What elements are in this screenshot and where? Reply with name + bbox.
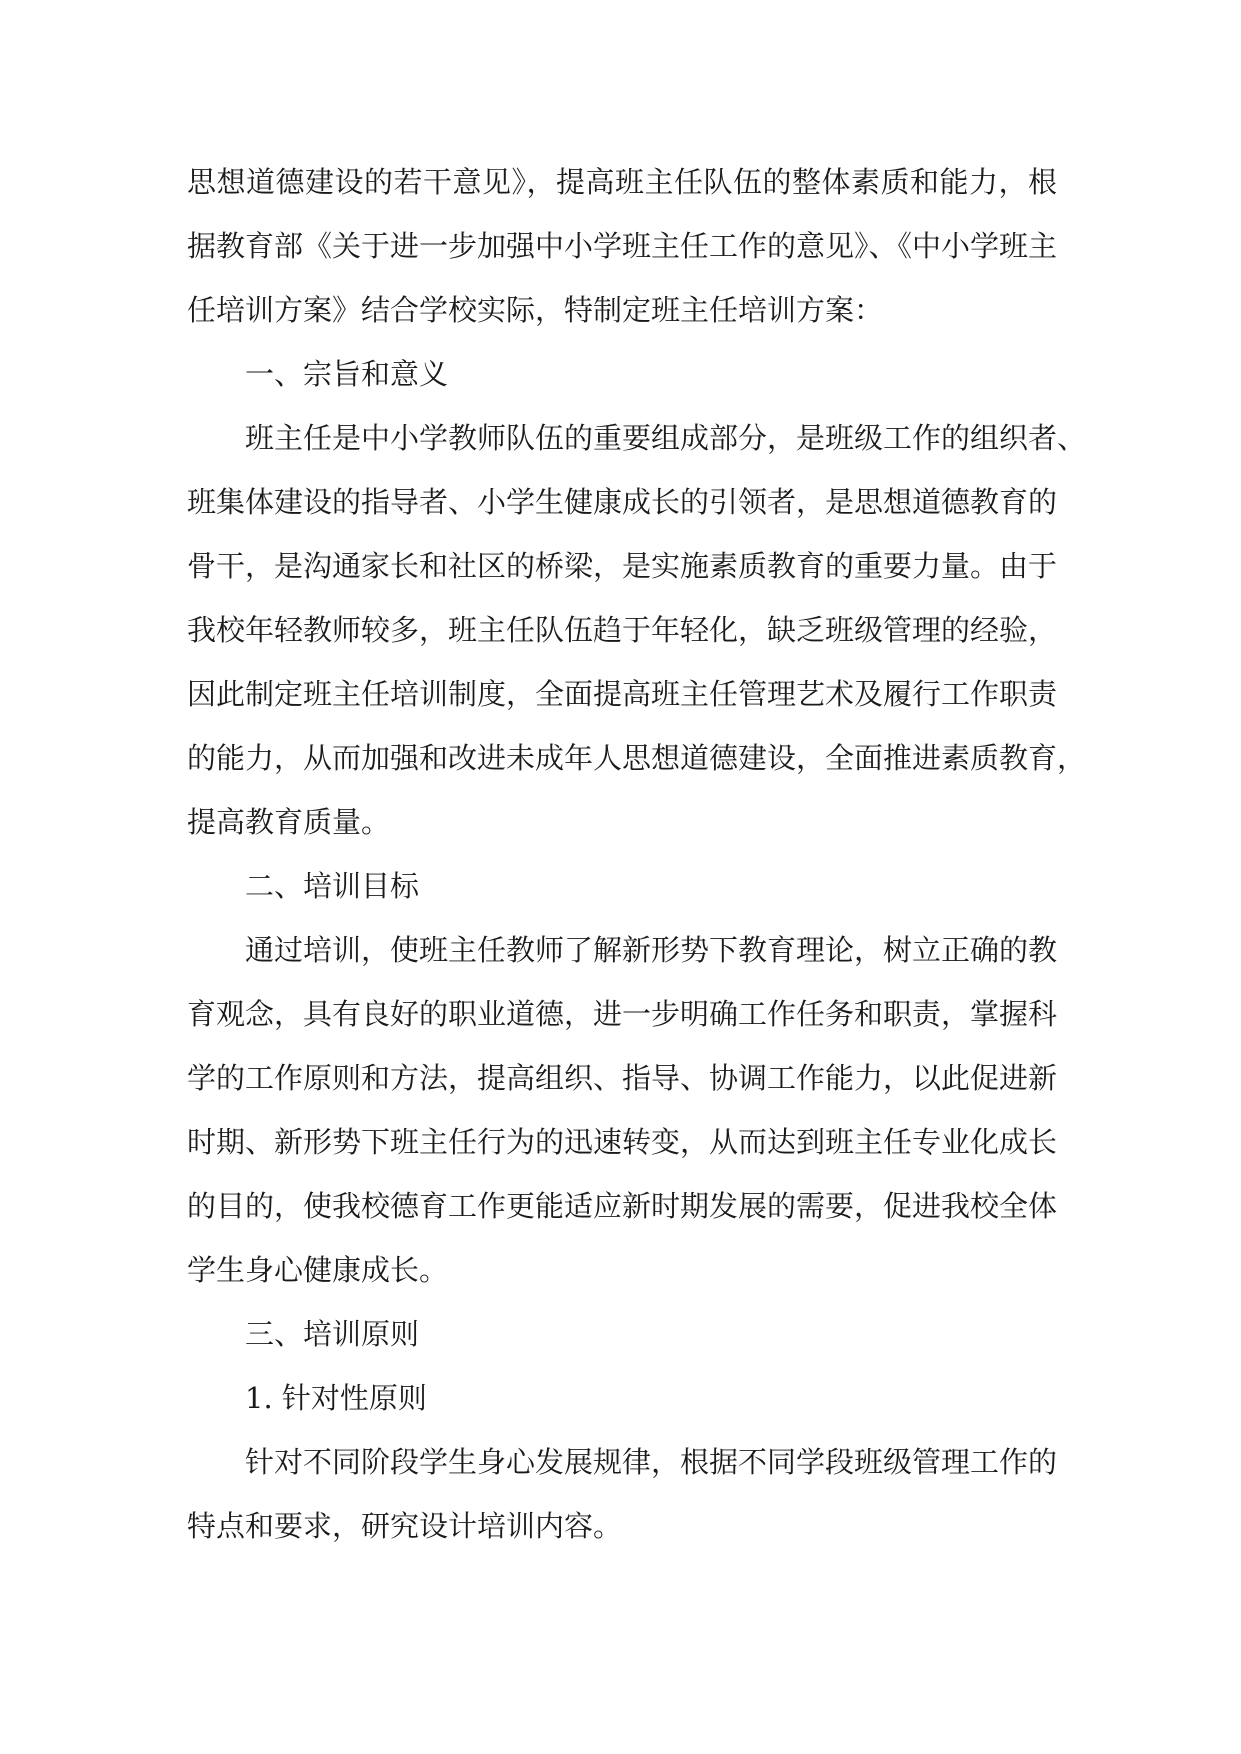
text-line: 一、宗旨和意义	[245, 357, 449, 391]
text-line: 班主任是中小学教师队伍的重要组成部分，是班级工作的组织者、	[245, 421, 1087, 455]
text-line: 时期、新形势下班主任行为的迅速转变，从而达到班主任专业化成长	[187, 1125, 1058, 1159]
text-line: 提高教育质量。	[187, 805, 391, 839]
document-body	[187, 150, 1087, 1558]
text-line: 学的工作原则和方法，提高组织、指导、协调工作能力，以此促进新	[187, 1061, 1058, 1095]
text-line: 特点和要求，研究设计培训内容。	[187, 1509, 623, 1543]
text-line: 的目的，使我校德育工作更能适应新时期发展的需要，促进我校全体	[187, 1189, 1058, 1223]
text-line: 思想道德建设的若干意见》，提高班主任队伍的整体素质和能力，根	[187, 165, 1057, 199]
text-line: 的能力，从而加强和改进未成年人思想道德建设，全面推进素质教育，	[187, 741, 1087, 775]
text-line: 骨干，是沟通家长和社区的桥梁，是实施素质教育的重要力量。由于	[187, 549, 1058, 583]
text-line: 因此制定班主任培训制度，全面提高班主任管理艺术及履行工作职责	[187, 677, 1058, 711]
text-line: 通过培训，使班主任教师了解新形势下教育理论，树立正确的教	[245, 933, 1058, 967]
text-line: 我校年轻教师较多，班主任队伍趋于年轻化，缺乏班级管理的经验，	[187, 613, 1058, 647]
text-line: 二、培训目标	[245, 869, 420, 903]
text-line: 班集体建设的指导者、小学生健康成长的引领者，是思想道德教育的	[187, 485, 1058, 519]
text-line: 育观念，具有良好的职业道德，进一步明确工作任务和职责，掌握科	[187, 997, 1058, 1031]
text-line: 1. 针对性原则	[245, 1381, 427, 1415]
text-line: 针对不同阶段学生身心发展规律，根据不同学段班级管理工作的	[245, 1445, 1058, 1479]
text-line: 学生身心健康成长。	[187, 1253, 449, 1287]
text-line: 三、培训原则	[245, 1317, 420, 1351]
text-line: 任培训方案》结合学校实际，特制定班主任培训方案：	[187, 293, 884, 327]
text-line: 据教育部《关于进一步加强中小学班主任工作的意见》、《中小学班主	[187, 229, 1058, 263]
